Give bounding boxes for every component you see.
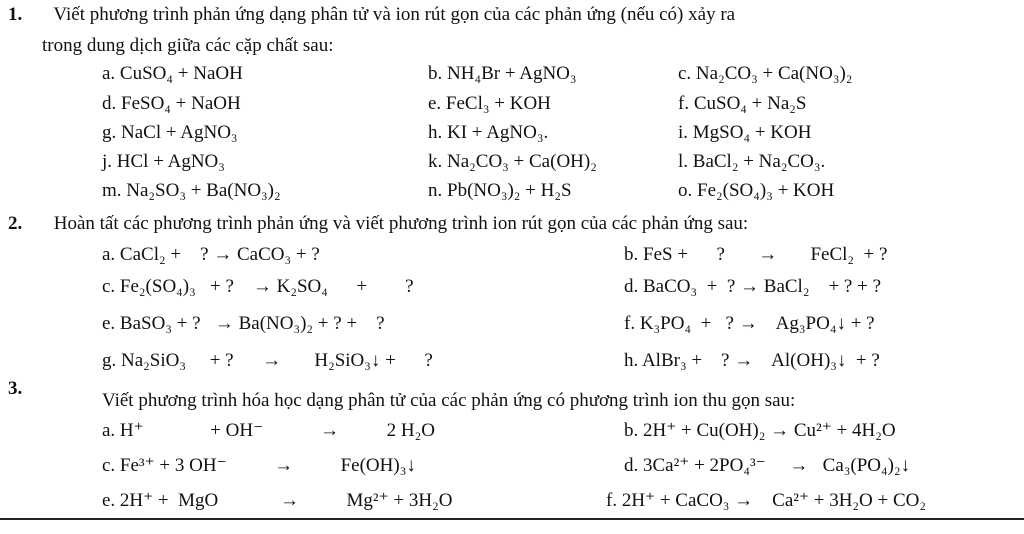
list-item: f. 2H⁺ + CaCO₃ → Ca²⁺ + 3H₂O + CO₂ <box>606 490 927 511</box>
list-item: l. BaCl₂ + Na₂CO₃. <box>678 151 826 172</box>
list-item: o. Fe₂(SO₄)₃ + KOH <box>678 180 835 201</box>
list-item: f. K₃PO₄ + ? → Ag₃PO₄↓ + ? <box>624 313 875 334</box>
list-item: e. BaSO₃ + ? → Ba(NO₃)₂ + ? + ? <box>102 313 385 334</box>
list-item: k. Na₂CO₃ + Ca(OH)₂ <box>428 151 597 172</box>
list-item: c. Fe³⁺ + 3 OH⁻ → Fe(OH)₃↓ <box>102 455 416 476</box>
section3-number: 3. <box>8 378 23 399</box>
section2-number: 2. <box>8 213 23 234</box>
list-item: c. Fe₂(SO₄)₃ + ? → K₂SO₄ + ? <box>102 276 414 297</box>
list-item: b. 2H⁺ + Cu(OH)₂ → Cu²⁺ + 4H₂O <box>624 420 896 441</box>
list-item: f. CuSO₄ + Na₂S <box>678 93 807 114</box>
list-item: d. BaCO₃ + ? → BaCl₂ + ? + ? <box>624 276 882 297</box>
section2-heading <box>8 213 748 235</box>
list-item: h. KI + AgNO₃. <box>428 122 549 143</box>
page-bottom-border <box>0 518 1024 520</box>
list-item: g. Na₂SiO₃ + ? → H₂SiO₃↓ + ? <box>102 350 433 371</box>
list-item: e. 2H⁺ + MgO → Mg²⁺ + 3H₂O <box>102 490 453 511</box>
section1-number: 1. <box>8 4 23 25</box>
list-item: g. NaCl + AgNO₃ <box>102 122 238 143</box>
list-item: b. FeS + ? → FeCl₂ + ? <box>624 244 888 265</box>
list-item: a. CuSO₄ + NaOH <box>102 63 243 84</box>
section1-title-line1: Viết phương trình phản ứng dạng phân tử và ion rút gọn của các phản ứng (nếu có) xảy ra <box>53 4 736 25</box>
list-item: e. FeCl₃ + KOH <box>428 93 551 114</box>
section2-title: Hoàn tất các phương trình phản ứng và viết phương trình ion rút gọn của các phản ứng sau: <box>53 213 749 234</box>
list-item: i. MgSO₄ + KOH <box>678 122 812 143</box>
list-item: b. NH₄Br + AgNO₃ <box>428 63 577 84</box>
list-item: d. FeSO₄ + NaOH <box>102 93 241 114</box>
list-item: a. H⁺ + OH⁻ → 2 H₂O <box>102 420 435 441</box>
list-item: j. HCl + AgNO₃ <box>102 151 225 172</box>
list-item: d. 3Ca²⁺ + 2PO₄³⁻ → Ca₃(PO₄)₂↓ <box>624 455 911 476</box>
list-item: n. Pb(NO₃)₂ + H₂S <box>428 180 572 201</box>
section1-heading <box>8 4 735 26</box>
list-item: m. Na₂SO₃ + Ba(NO₃)₂ <box>102 180 281 201</box>
list-item: a. CaCl₂ + ? → CaCO₃ + ? <box>102 244 320 265</box>
list-item: c. Na₂CO₃ + Ca(NO₃)₂ <box>678 63 853 84</box>
list-item: h. AlBr₃ + ? → Al(OH)₃↓ + ? <box>624 350 880 371</box>
section3-title: Viết phương trình hóa học dạng phân tử của các phản ứng có phương trình ion thu gọn sau: <box>102 390 796 411</box>
section1-title-line2: trong dung dịch giữa các cặp chất sau: <box>42 35 334 56</box>
